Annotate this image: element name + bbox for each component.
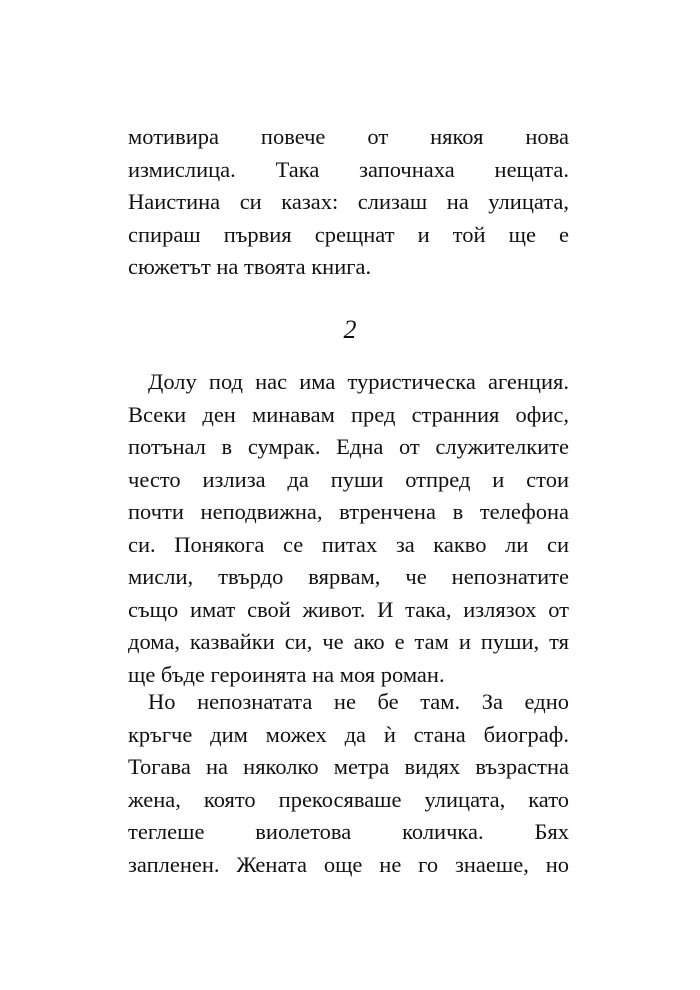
text-line: Наистина си казах: слизаш на улицата, — [128, 189, 569, 214]
text-line: измислица. Така започнаха нещата. — [128, 156, 569, 182]
text-line: мисли, твърдо вярвам, че непознатите — [128, 564, 569, 589]
text-line: запленен. Жената още не го знаеше, но — [128, 851, 569, 877]
text-line: дома, казвайки си, че ако е там и пуши, тя — [128, 629, 569, 654]
text-line: Всеки ден минавам пред странния офис, — [128, 401, 569, 427]
text-line: жена, която прекосяваше улицата, като — [128, 786, 569, 812]
text-line: спираш първия срещнат и той ще е — [128, 221, 569, 247]
text-line: потънал в сумрак. Една от служителките — [128, 434, 569, 459]
text-line: сюжетът на твоята книга. — [128, 254, 372, 279]
text-line: ще бъде героинята на моя роман. — [128, 661, 445, 687]
text-line: теглеше виолетова количка. Бях — [128, 819, 569, 844]
paragraph — [128, 366, 569, 691]
text-line: често излиза да пуши отпред и стои — [128, 466, 569, 492]
text-line: Но непознатата не бе там. За едно — [148, 689, 569, 714]
text-line: Тогава на няколко метра видях възрастна — [128, 754, 569, 779]
paragraph — [128, 686, 569, 881]
chapter-number: 2 — [343, 315, 357, 344]
continuation-paragraph — [128, 121, 569, 284]
text-line: кръгче дим можех да ѝ стана биограф. — [128, 721, 569, 747]
text-line: Долу под нас има туристическа агенция. — [148, 369, 569, 394]
text-line: почти неподвижна, втренчена в телефона — [128, 499, 569, 524]
text-line: също имат свой живот. И така, излязох от — [128, 596, 569, 622]
text-line: си. Понякога се питах за какво ли си — [128, 531, 569, 557]
text-line: мотивира повече от някоя нова — [128, 124, 569, 149]
